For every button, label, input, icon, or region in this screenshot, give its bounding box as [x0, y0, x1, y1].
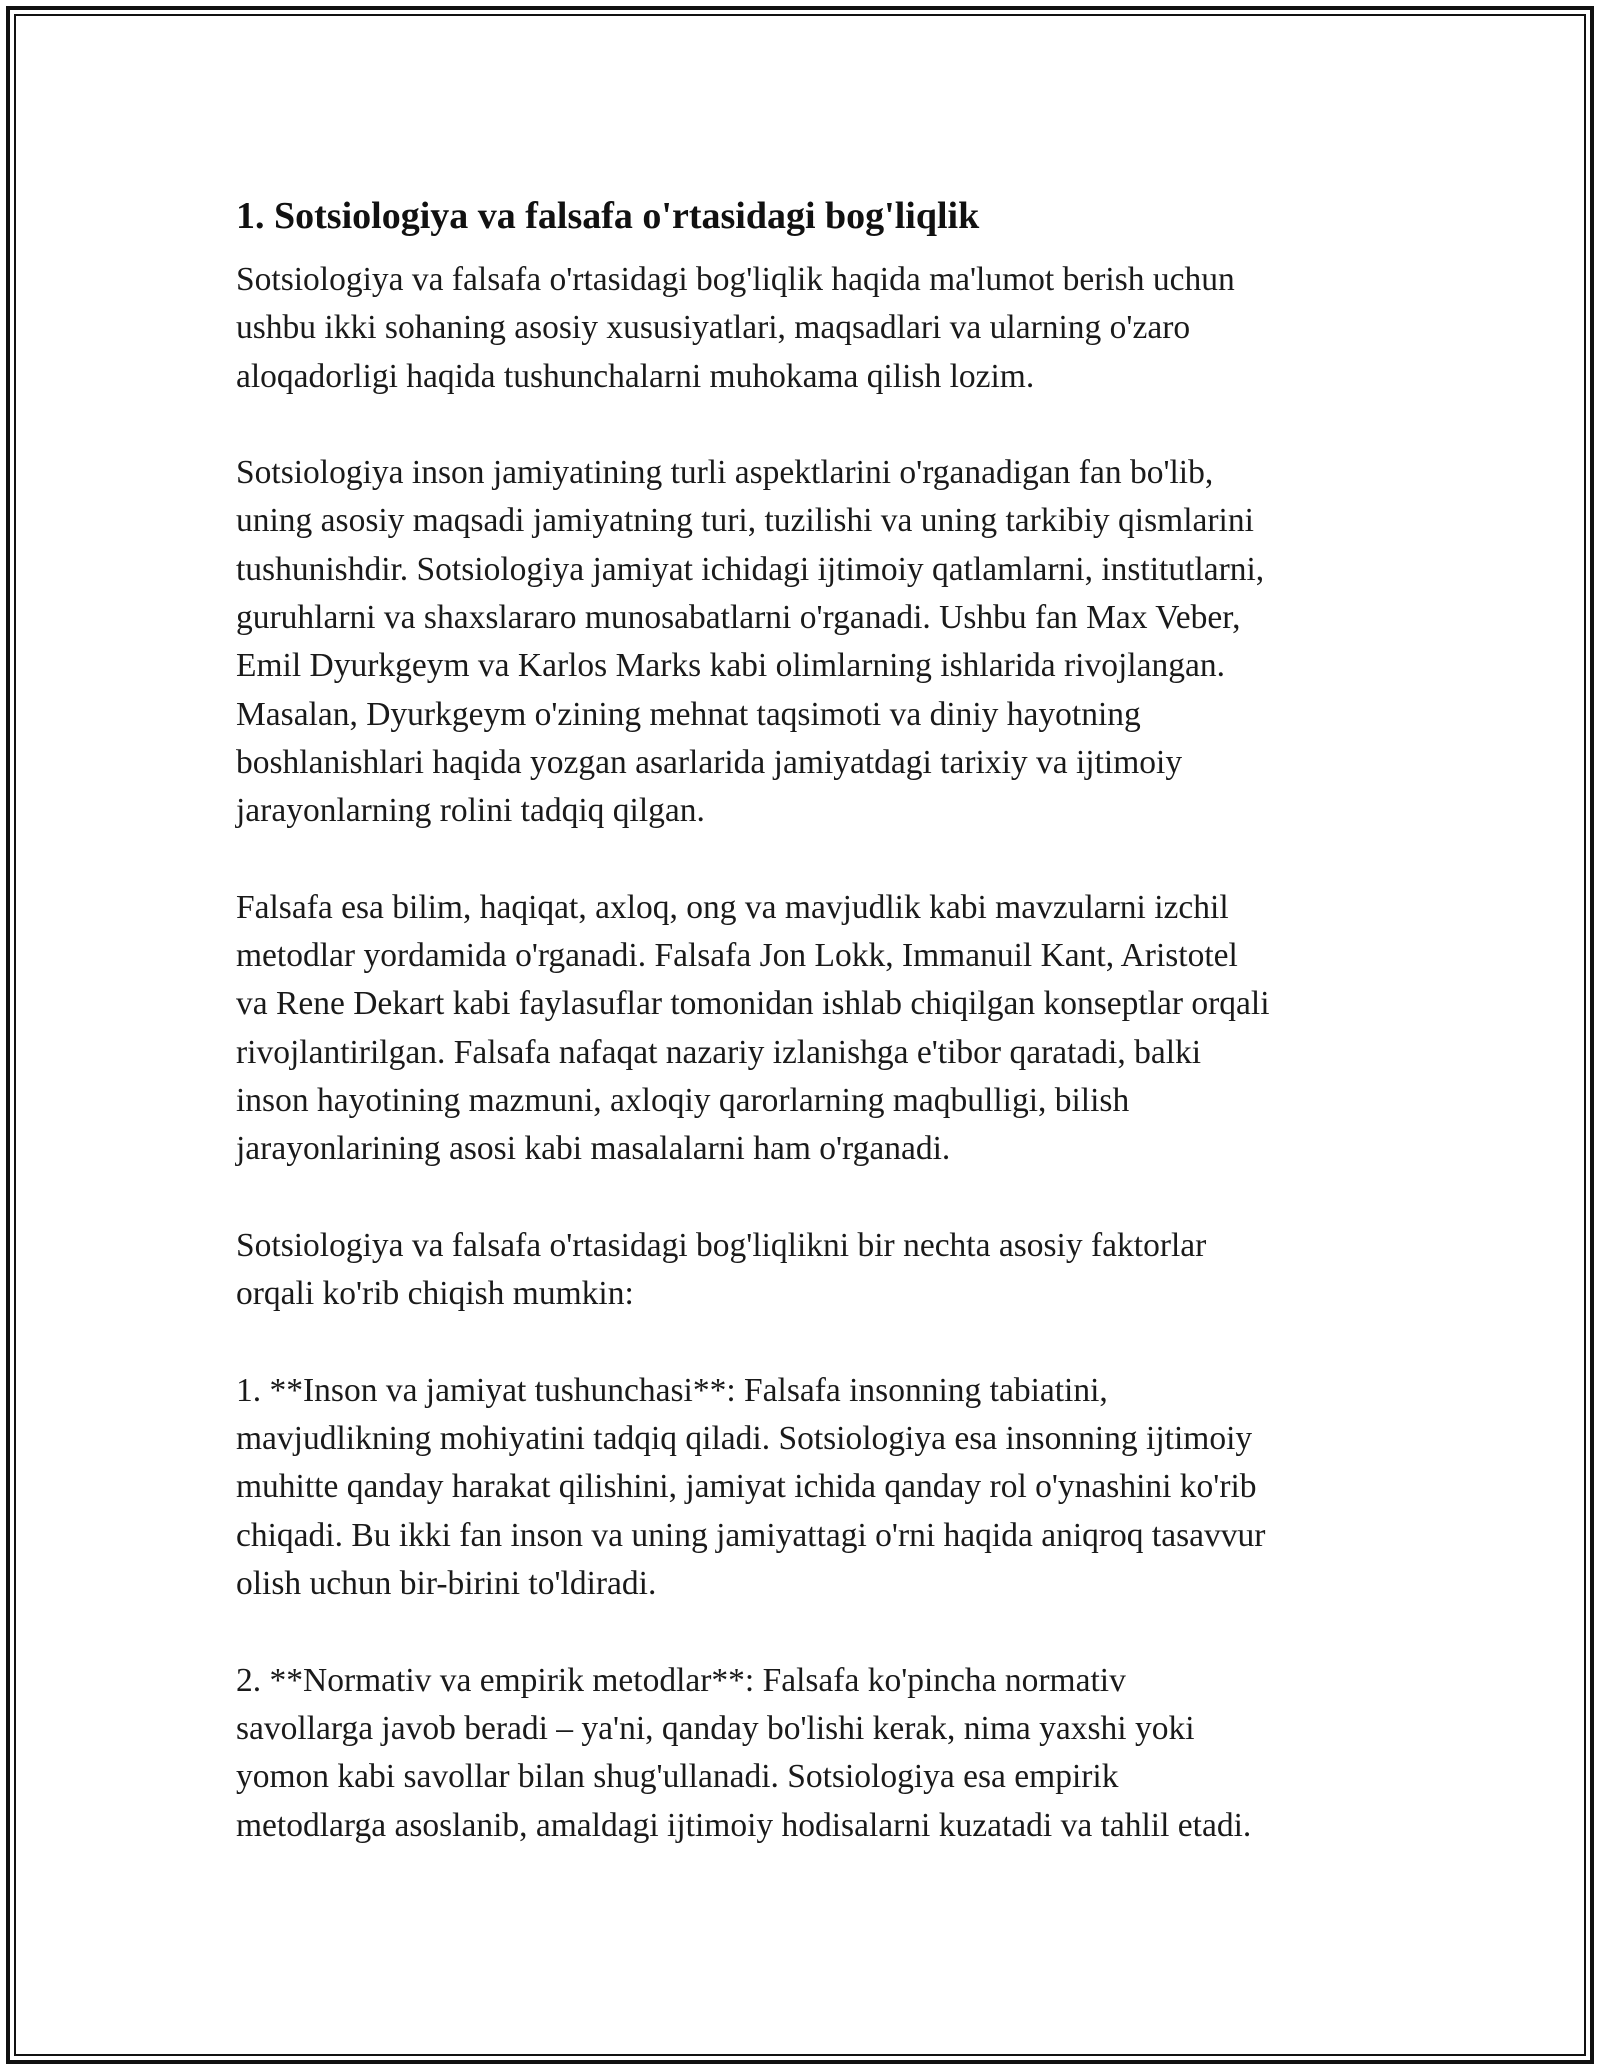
paragraph-factors-intro: Sotsiologiya va falsafa o'rtasidagi bog'liqlikni bir nechta asosiy faktorlar orqali ko'rib chiqish mumkin:: [236, 1226, 1207, 1313]
document-body: [236, 190, 1386, 1850]
document-title: 1. Sotsiologiya va falsafa o'rtasidagi bog'liqlik: [236, 195, 980, 237]
paragraph-philosophy: Falsafa esa bilim, haqiqat, axloq, ong va mavjudlik kabi mavzularni izchil metodlar yordamida o'rganadi. Falsafa Jon Lokk, Immanuil Kant, Aristotel va Rene Dekart kabi faylasuflar tomonidan ishlab chiqilgan konseptlar orqali rivojlantirilgan. Falsafa nafaqat nazariy izlanishga e'tibor qaratadi, balki inson hayotining mazmuni, axloqiy qarorlarning maqbulligi, bilish jarayonlarining asosi kabi masalalarni ham o'rganadi.: [236, 888, 1270, 1168]
paragraph-factor-1: 1. **Inson va jamiyat tushunchasi**: Falsafa insonning tabiatini, mavjudlikning mohiyatini tadqiq qiladi. Sotsiologiya esa insonning ijtimoiy muhitte qanday harakat qilishini, jamiyat ichida qanday rol o'ynashini ko'rib chiqadi. Bu ikki fan inson va uning jamiyattagi o'rni haqida aniqroq tasavvur olish uchun bir-birini to'ldiradi.: [236, 1371, 1266, 1603]
paragraph-factor-2: 2. **Normativ va empirik metodlar**: Falsafa ko'pincha normativ savollarga javob beradi – ya'ni, qanday bo'lishi kerak, nima yaxshi yoki yomon kabi savollar bilan shug'ullanadi. Sotsiologiya esa empirik metodlarga asoslanib, amaldagi ijtimoiy hodisalarni kuzatadi va tahlil etadi.: [236, 1661, 1252, 1844]
paragraph-sociology: Sotsiologiya inson jamiyatining turli aspektlarini o'rganadigan fan bo'lib, uning asosiy maqsadi jamiyatning turi, tuzilishi va uning tarkibiy qismlarini tushunishdir. Sotsiologiya jamiyat ichidagi ijtimoiy qatlamlarni, institutlarni, guruhlarni va shaxslararo munosabatlarni o'rganadi. Ushbu fan Max Veber, Emil Dyurkgeym va Karlos Marks kabi olimlarning ishlarida rivojlangan. Masalan, Dyurkgeym o'zining mehnat taqsimoti va diniy hayotning boshlanishlari haqida yozgan asarlarida jamiyatdagi tarixiy va ijtimoiy jarayonlarning rolini tadqiq qilgan.: [236, 454, 1265, 830]
paragraph-intro: Sotsiologiya va falsafa o'rtasidagi bog'liqlik haqida ma'lumot berish uchun ushbu ikki sohaning asosiy xususiyatlari, maqsadlari va ularning o'zaro aloqadorligi haqida tushunchalarni muhokama qilish lozim.: [236, 261, 1235, 395]
